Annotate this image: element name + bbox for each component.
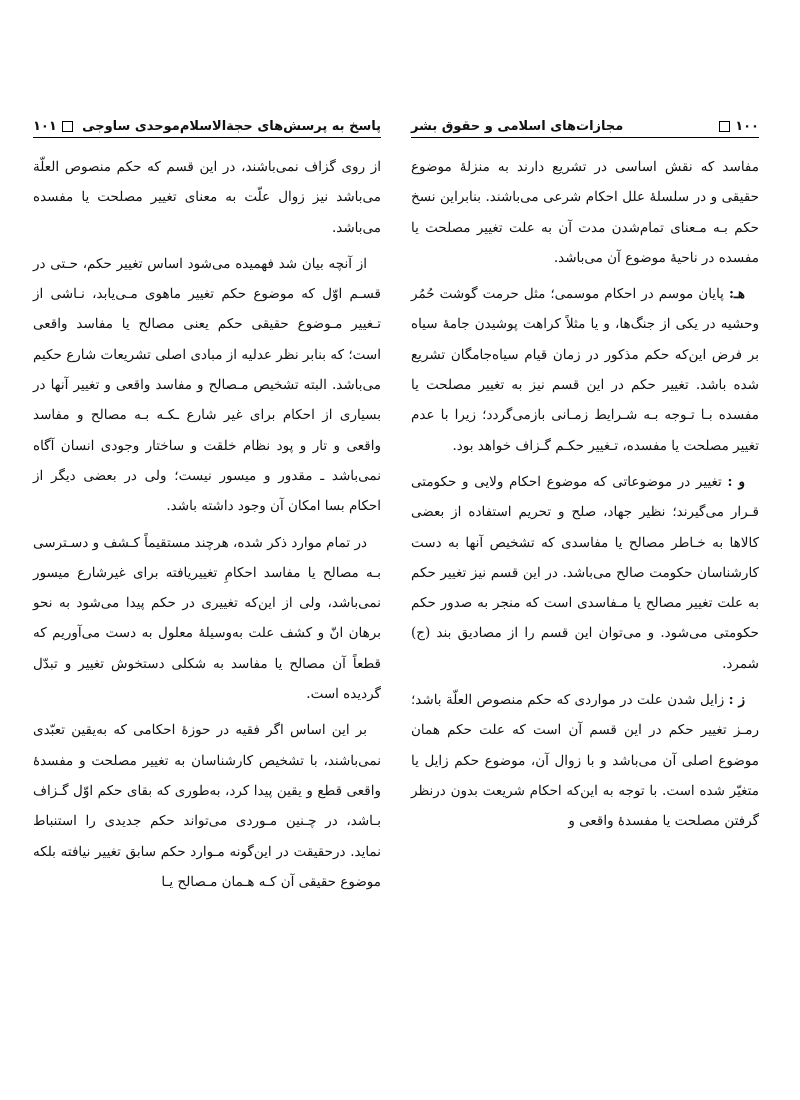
right-page-number: ۱۰۰ bbox=[735, 119, 759, 134]
square-icon bbox=[719, 121, 730, 132]
header-rule bbox=[33, 137, 381, 138]
paragraph: در تمام موارد ذکر شده، هرچند مستقیماً کـشف و دسـترسی بـه مصالح یا مفاسد احکامِ تغییریافته برای غیرشارع میسور نمی‌باشد، ولی از این‌که تغییری در حکم پیدا می‌شود به نحو برهان انّ و کشف علت بەوسیلهٔ معلول به دست می‌آوریم که قطعاً آن مصالح یا مفاسد به شکلی دستخوش تغییر و تبدّل گردیده است. bbox=[33, 534, 381, 703]
item-letter: و : bbox=[727, 473, 746, 490]
right-page-number-group bbox=[719, 119, 759, 138]
paragraph: ز : زایل شدن علت در مواردی که حکم منصوص العلّة باشد؛ رمـز تغییر حکم در این قسم آن است که علت حکم همان موضوع اصلی آن می‌باشد و با زوال آن، موضوع حکم زایل یا متغیّر شده است. با توجه به این‌که احکام شریعت بدون درنظر گرفتن مصلحت یا مفسدهٔ واقعی و bbox=[411, 692, 759, 830]
left-page-body bbox=[33, 152, 381, 897]
left-page-header bbox=[33, 112, 381, 138]
left-page-number-group bbox=[33, 119, 73, 138]
paragraph: از روی گزاف نمی‌باشند، در این قسم که حکم منصوص العلّة می‌باشد نیز زوال علّت به معنای تغییر مصلحت یا مفسده می‌باشد. bbox=[33, 159, 381, 236]
left-page bbox=[33, 112, 381, 897]
right-page-body bbox=[411, 152, 759, 837]
item-letter: هـ: bbox=[728, 286, 745, 303]
right-running-title: مجازات‌های اسلامی و حقوق بشر bbox=[411, 119, 624, 134]
right-page bbox=[411, 112, 759, 837]
paragraph: هـ: پایان موسم در احکام موسمی؛ مثل حرمت گوشت حُمُر وحشیه در یکی از جنگ‌ها، و یا مثلاً کراهت پوشیدن جامهٔ سیاه بر فرض این‌که حکم مذکور در زمان قیام سیاه‌جامگان تشریع شده باشد. تغییر حکم در این قسم نیز به تغییر مصلحت یا مفسده بـا تـوجه بـه شـرایط زمـانی بازمی‌گردد؛ زیرا با عدم تغییر مصلحت یا مفسده، تـغییر حکـم گـزاف خواهد بود. bbox=[411, 286, 759, 454]
left-page-number: ۱۰۱ bbox=[33, 119, 57, 134]
paragraph: و : تغییر در موضوعاتی که موضوع احکام ولایی و حکومتی قـرار می‌گیرند؛ نظیر جهاد، صلح و تحریم استفاده از بعضی کالاها به خـاطر مصالح یا مفاسدی که تشخیص آنها به دست کارشناسان حکومت صالح می‌باشد. در این قسم نیز تغییر حکم به علت تغییر مصالح یا مـفاسدی است که منجر به صدور حکم حکومتی می‌شود. و می‌توان این قسم را از مصادیق بند (ج) شمرد. bbox=[411, 473, 759, 672]
header-rule bbox=[411, 137, 759, 138]
square-icon bbox=[62, 121, 73, 132]
paragraph: مفاسد که نقش اساسی در تشریع دارند به منزلهٔ موضوع حقیقی و در سلسلهٔ علل احکام شرعی می‌باشند. بنابراین نسخ حکم بـه مـعنای تمام‌شدن مدت آن به علت تغییر مصلحت یا مفسده در ناحیهٔ موضوع آن می‌باشد. bbox=[411, 159, 759, 266]
paragraph: بر این اساس اگر فقیه در حوزهٔ احکامی که به‌یقین تعبّدی نمی‌باشند، با تشخیص کارشناسان به تغییر مصلحت و مفسدهٔ واقعی قطع و یقین پیدا کرد، بەطوری که بقای حکم اوّل گـزاف بـاشد، در چـنین مـوردی می‌تواند حکم جدیدی را استنباط نماید. درحقیقت در این‌گونه مـوارد حکم سابق تغییر نیافته بلکه موضوع حقیقی آن کـه هـمان مـصالح یـا bbox=[33, 722, 381, 890]
paragraph: از آنچه بیان شد فهمیده می‌شود اساس تغییر حکم، حـتی در قسـم اوّل که موضوع حکم تغییر ماهوی مـی‌یابد، نـاشی از تـغییر مـوضوع حقیقی حکم یعنی مصالح یا مفاسد واقعی است؛ که بنابر نظر عدلیه از مبادی اصلی تشریعات شارع حکیم می‌باشد. البته تشخیص مـصالح و مفاسد واقعی و تغییر آنها در بسیاری از احکام برای غیر شارع ـکـه بـه مصالح و مفاسد واقعی و تار و پود نظام خلقت و ساختار وجودی انسان آگاه نمی‌باشد ـ مقدور و میسور نیست؛ ولی در بعضی دیگر از احکام بسا امکان آن وجود داشته باشد. bbox=[33, 255, 381, 515]
right-page-header bbox=[411, 112, 759, 138]
item-letter: ز : bbox=[728, 692, 745, 709]
left-running-title: پاسخ به پرسش‌های حجةالاسلام‌موحدی ساوجی bbox=[82, 119, 381, 134]
